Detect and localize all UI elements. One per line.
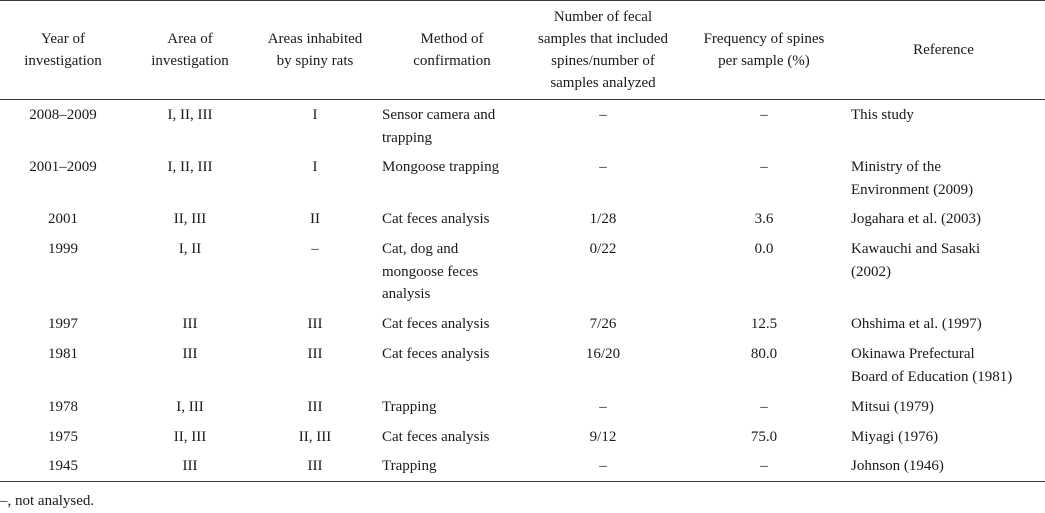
cell-line: Johnson (1946) xyxy=(851,458,944,474)
cell-inhabited: I xyxy=(312,107,318,123)
header-inhabited xyxy=(254,0,376,99)
cell-reference xyxy=(851,208,1045,231)
cell-method xyxy=(382,455,542,478)
cell-line: Cat, dog and xyxy=(382,241,459,257)
cell-samples: – xyxy=(599,399,607,415)
cell-inhabited: III xyxy=(307,316,323,332)
cell-inhabited: III xyxy=(307,399,323,415)
cell-frequency: – xyxy=(760,399,768,415)
cell-line: Sensor camera and xyxy=(382,107,496,123)
cell-line: mongoose feces xyxy=(382,263,479,280)
cell-area: III xyxy=(182,316,198,332)
cell-reference xyxy=(851,104,1045,127)
header-line: Frequency of spines xyxy=(703,30,825,47)
cell-line: analysis xyxy=(382,286,431,302)
cell-frequency: 80.0 xyxy=(750,346,778,362)
header-reference xyxy=(842,0,1045,99)
cell-year: 1975 xyxy=(48,429,78,445)
header-line: Number of fecal xyxy=(553,8,653,25)
cell-reference xyxy=(851,426,1045,449)
cell-inhabited: II, III xyxy=(298,429,332,445)
cell-samples: – xyxy=(599,458,607,474)
cell-year: 1981 xyxy=(48,346,78,362)
cell-frequency: 3.6 xyxy=(754,211,774,227)
cell-inhabited: III xyxy=(307,458,323,474)
cell-line: Mitsui (1979) xyxy=(851,399,934,415)
cell-method xyxy=(382,396,542,419)
cell-reference xyxy=(851,455,1045,478)
cell-method xyxy=(382,313,542,336)
header-samples xyxy=(524,0,682,99)
cell-line: This study xyxy=(851,107,914,123)
cell-year: 2008–2009 xyxy=(29,107,97,123)
cell-method xyxy=(382,156,542,179)
header-line: confirmation xyxy=(413,52,491,69)
header-line: investigation xyxy=(24,52,102,69)
cell-area: I, II xyxy=(178,241,202,257)
cell-line: Ohshima et al. (1997) xyxy=(851,316,982,332)
cell-line: Okinawa Prefectural xyxy=(851,346,975,362)
cell-area: III xyxy=(182,458,198,474)
cell-line: (2002) xyxy=(851,263,891,280)
header-line: Areas inhabited xyxy=(267,30,363,47)
cell-frequency: 75.0 xyxy=(750,429,778,445)
cell-samples: 9/12 xyxy=(589,429,617,445)
cell-line: trapping xyxy=(382,129,432,146)
header-line: investigation xyxy=(151,52,229,69)
cell-year: 1978 xyxy=(48,399,78,415)
cell-area: III xyxy=(182,346,198,362)
cell-inhabited: – xyxy=(311,241,319,257)
cell-year: 2001–2009 xyxy=(29,159,97,175)
cell-frequency: – xyxy=(760,458,768,474)
cell-reference xyxy=(851,396,1045,419)
header-method xyxy=(382,0,522,99)
cell-area: I, II, III xyxy=(167,107,213,123)
table-header-rule xyxy=(0,99,1045,100)
cell-year: 1945 xyxy=(48,458,78,474)
header-line: Reference xyxy=(913,41,974,58)
cell-frequency: 12.5 xyxy=(750,316,778,332)
cell-area: I, III xyxy=(176,399,204,415)
cell-method xyxy=(382,104,542,149)
header-frequency xyxy=(686,0,842,99)
cell-reference xyxy=(851,343,1045,388)
cell-method xyxy=(382,426,542,449)
cell-frequency: – xyxy=(760,107,768,123)
cell-frequency: 0.0 xyxy=(754,241,774,257)
cell-line: Miyagi (1976) xyxy=(851,429,939,445)
cell-samples: 16/20 xyxy=(585,346,621,362)
cell-inhabited: II xyxy=(310,211,320,227)
cell-reference xyxy=(851,238,1045,283)
cell-reference xyxy=(851,313,1045,336)
header-line: spines/number of xyxy=(551,52,655,69)
header-year xyxy=(0,0,126,99)
header-area xyxy=(126,0,254,99)
cell-samples: 7/26 xyxy=(589,316,617,332)
cell-samples: – xyxy=(599,159,607,175)
cell-line: Cat feces analysis xyxy=(382,211,490,227)
cell-line: Cat feces analysis xyxy=(382,316,490,332)
cell-line: Kawauchi and Sasaki xyxy=(851,241,981,257)
header-line: by spiny rats xyxy=(276,52,354,69)
cell-method xyxy=(382,343,542,366)
table-footnote: –, not analysed. xyxy=(0,493,95,509)
header-line: Year of xyxy=(41,30,85,47)
cell-method xyxy=(382,208,542,231)
table-bottom-rule xyxy=(0,481,1045,482)
cell-year: 1997 xyxy=(48,316,78,332)
cell-area: II, III xyxy=(173,429,207,445)
header-line: Method of xyxy=(420,30,484,47)
cell-reference xyxy=(851,156,1045,201)
cell-samples: 0/22 xyxy=(589,241,617,257)
header-line: per sample (%) xyxy=(718,52,810,69)
cell-line: Environment (2009) xyxy=(851,181,974,198)
cell-line: Cat feces analysis xyxy=(382,429,490,445)
cell-line: Board of Education (1981) xyxy=(851,368,1013,385)
header-line: samples analyzed xyxy=(550,74,656,91)
header-line: samples that included xyxy=(538,30,668,47)
cell-year: 2001 xyxy=(48,211,78,227)
header-line: Area of xyxy=(167,30,213,47)
cell-line: Cat feces analysis xyxy=(382,346,490,362)
cell-line: Trapping xyxy=(382,399,437,415)
cell-line: Trapping xyxy=(382,458,437,474)
cell-frequency: – xyxy=(760,159,768,175)
cell-line: Ministry of the xyxy=(851,159,941,175)
cell-method xyxy=(382,238,542,306)
cell-samples: 1/28 xyxy=(589,211,617,227)
cell-line: Jogahara et al. (2003) xyxy=(851,211,981,227)
cell-area: I, II, III xyxy=(167,159,213,175)
cell-inhabited: I xyxy=(312,159,318,175)
cell-line: Mongoose trapping xyxy=(382,159,500,175)
cell-year: 1999 xyxy=(48,241,78,257)
cell-area: II, III xyxy=(173,211,207,227)
cell-inhabited: III xyxy=(307,346,323,362)
cell-samples: – xyxy=(599,107,607,123)
